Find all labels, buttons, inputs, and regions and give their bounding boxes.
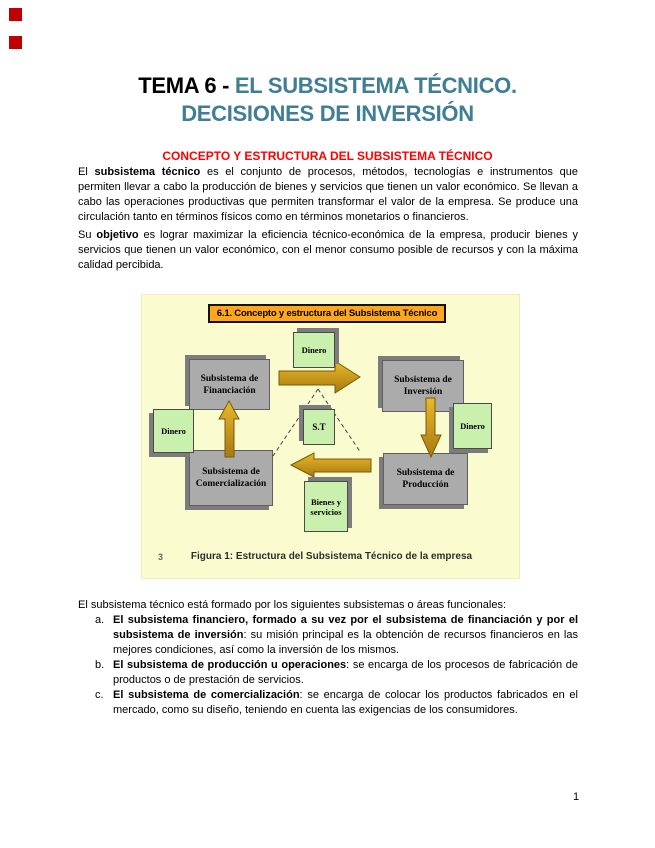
list-intro: El subsistema técnico está formado por los siguientes subsistemas o áreas funcionales: (78, 599, 506, 611)
diagram-box-dinero-left: Dinero (153, 409, 194, 453)
subsystem-list (95, 613, 578, 718)
paragraph-objective: Su objetivo es lograr maximizar la eficiencia técnico-económica de la empresa, producir bienes y servicios que tienen un valor económico, con el menor consumo posible de recursos y con la máxima calidad percibida. (78, 229, 578, 271)
diagram-box-comercializacion: Subsistema de Comercialización (189, 450, 273, 506)
page-title-line1 (0, 72, 655, 100)
page-title (0, 72, 655, 128)
figure-header: 6.1. Concepto y estructura del Subsistema Técnico (208, 304, 446, 323)
list-item-a (95, 613, 578, 658)
title-prefix: TEMA 6 - (138, 73, 235, 98)
diagram-box-dinero-right: Dinero (453, 403, 492, 449)
list-item-text: El subsistema de comercialización: se encarga de colocar los productos fabricados en el mercado, como su diseño, teniendo en cuenta las exigencias de los consumidores. (113, 689, 578, 716)
list-marker: c. (95, 689, 104, 701)
arrow-up-icon (219, 401, 239, 457)
arrow-down-icon (421, 398, 441, 457)
section-heading: CONCEPTO Y ESTRUCTURA DEL SUBSISTEMA TÉCNICO (162, 149, 493, 163)
diagram-box-st: S.T (303, 409, 335, 445)
diagram-box-dinero-top: Dinero (293, 332, 335, 368)
list-item-text: El subsistema financiero, formado a su vez por el subsistema de financiación y por el subsistema de inversión: su misión principal es la obtención de recursos financieros en las mejores condiciones, así como la inversión de los mismos. (113, 614, 578, 656)
page-title-line2: DECISIONES DE INVERSIÓN (181, 101, 474, 126)
list-item-text: El subsistema de producción u operaciones: se encarga de los procesos de fabricación de productos o de prestación de servicios. (113, 659, 578, 686)
diagram-box-inversion: Subsistema de Inversión (382, 360, 464, 412)
diagram-box-financiacion: Subsistema de Financiación (189, 359, 270, 410)
figure-diagram (141, 294, 520, 579)
page-number: 1 (572, 791, 580, 803)
red-square-marker (9, 36, 22, 49)
list-marker: b. (95, 659, 105, 671)
red-square-marker (9, 8, 22, 21)
list-item-b (95, 658, 578, 688)
paragraph-concept: El subsistema técnico es el conjunto de procesos, métodos, tecnologías e instrumentos que permiten llevar a cabo la producción de bienes y servicios que tienen un valor económico. Se llevan a cabo las operaciones productivas que permiten transformar el valor de la empresa. Se produce una circulación tanto en términos físicos como en términos monetarios o financieros. (78, 166, 578, 223)
figure-caption: Figura 1: Estructura del Subsistema Técnico de la empresa (190, 551, 473, 562)
arrow-left-icon (291, 453, 371, 477)
list-item-c (95, 688, 578, 718)
list-marker: a. (95, 614, 105, 626)
diagram-box-bienes-servicios: Bienes y servicios (304, 481, 348, 532)
diagram-box-produccion: Subsistema de Producción (383, 453, 468, 505)
title-main: EL SUBSISTEMA TÉCNICO. (234, 73, 517, 98)
figure-slide-number: 3 (158, 552, 164, 562)
